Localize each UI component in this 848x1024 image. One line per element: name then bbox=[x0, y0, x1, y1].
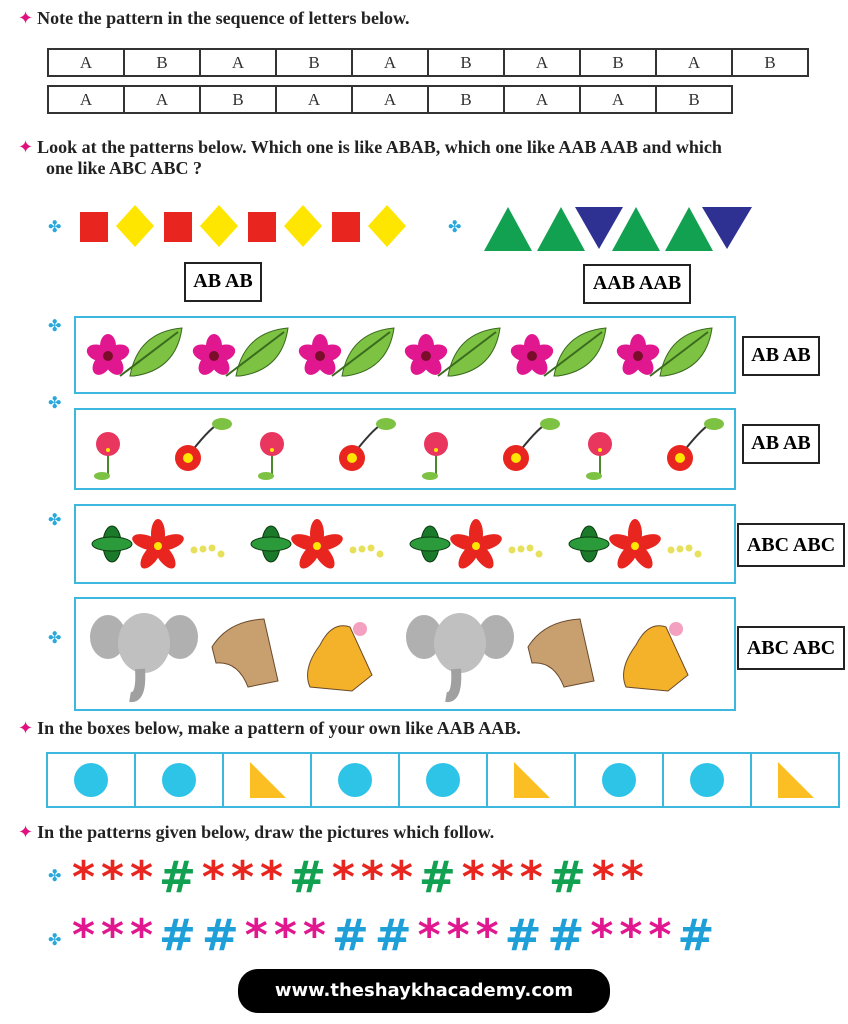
letter-cell: A bbox=[656, 49, 732, 76]
asterisk-symbol: * bbox=[230, 852, 260, 903]
red-star-flower-icon bbox=[130, 519, 186, 572]
hash-symbol: # bbox=[677, 910, 721, 961]
dots-icon bbox=[668, 545, 702, 558]
letter-cell: A bbox=[200, 49, 276, 76]
asterisk-symbol: * bbox=[519, 852, 549, 903]
red-flower-icon bbox=[175, 418, 232, 471]
dots-icon bbox=[509, 545, 543, 558]
letter-cell: B bbox=[580, 49, 656, 76]
pattern-row-two-flowers bbox=[74, 408, 736, 490]
camel-icon bbox=[212, 619, 278, 687]
question-1-text: Note the pattern in the sequence of letters below. bbox=[37, 8, 410, 28]
circle-icon bbox=[689, 762, 725, 798]
pattern-cell-circle[interactable] bbox=[312, 754, 400, 806]
letter-cell: A bbox=[504, 49, 580, 76]
clover-bullet-icon: ✤ bbox=[48, 219, 62, 236]
circle-icon bbox=[601, 762, 637, 798]
question-3-text: In the boxes below, make a pattern of your own like AAB AAB. bbox=[37, 718, 521, 738]
bee-icon bbox=[410, 526, 450, 562]
asterisk-symbol: * bbox=[331, 852, 361, 903]
asterisk-symbol: * bbox=[201, 852, 231, 903]
clover-bullet-icon: ✤ bbox=[48, 630, 62, 647]
red-star-flower-icon bbox=[289, 519, 345, 572]
asterisk-symbol: * bbox=[130, 852, 160, 903]
hash-symbol: # bbox=[159, 852, 202, 903]
letter-cell: B bbox=[732, 49, 808, 76]
asterisk-symbol: * bbox=[130, 910, 160, 961]
bee-icon bbox=[251, 526, 291, 562]
giraffe-icon bbox=[308, 622, 372, 691]
hash-symbol: # bbox=[374, 910, 418, 961]
letter-cell: A bbox=[124, 86, 200, 113]
letter-cell: A bbox=[504, 86, 580, 113]
asterisk-symbol: * bbox=[101, 852, 131, 903]
circle-icon bbox=[161, 762, 197, 798]
leaf-icon bbox=[438, 328, 500, 376]
asterisk-symbol: * bbox=[490, 852, 520, 903]
bullet-star-icon: ✦ bbox=[18, 137, 34, 157]
pattern-cell-circle[interactable] bbox=[576, 754, 664, 806]
dots-icon bbox=[350, 545, 384, 558]
letter-cell: B bbox=[124, 49, 200, 76]
symbol-pattern-2 bbox=[72, 910, 720, 961]
leaf-icon bbox=[226, 328, 288, 376]
bullet-star-icon: ✦ bbox=[18, 718, 34, 738]
asterisk-symbol: * bbox=[72, 910, 102, 961]
clover-bullet-icon: ✤ bbox=[448, 219, 462, 236]
red-star-flower-icon bbox=[607, 519, 663, 572]
question-4-text: In the patterns given below, draw the pictures which follow. bbox=[37, 822, 495, 842]
leaf-icon bbox=[650, 328, 712, 376]
pattern-boxes bbox=[46, 752, 840, 808]
hash-symbol: # bbox=[547, 910, 591, 961]
bullet-star-icon: ✦ bbox=[18, 8, 34, 28]
square-diamond-pattern bbox=[78, 205, 413, 247]
clover-bullet-icon: ✤ bbox=[48, 932, 62, 949]
asterisk-symbol: * bbox=[244, 910, 274, 961]
right-triangle-icon bbox=[248, 762, 286, 798]
letter-sequence-2 bbox=[47, 85, 733, 114]
dots-icon bbox=[191, 545, 225, 558]
asterisk-symbol: * bbox=[446, 910, 476, 961]
pattern-cell-circle[interactable] bbox=[664, 754, 752, 806]
question-3 bbox=[18, 718, 521, 739]
letter-cell: B bbox=[428, 49, 504, 76]
bee-icon bbox=[92, 526, 132, 562]
hash-symbol: # bbox=[418, 852, 462, 903]
hash-symbol: # bbox=[201, 910, 245, 961]
asterisk-symbol: * bbox=[648, 910, 678, 961]
asterisk-symbol: * bbox=[72, 852, 102, 903]
hash-symbol: # bbox=[504, 910, 548, 961]
pattern-row-bee-star-dots bbox=[74, 504, 736, 584]
hash-symbol: # bbox=[288, 852, 332, 903]
answer-box: AB AB bbox=[742, 424, 820, 464]
giraffe-icon bbox=[624, 622, 688, 691]
elephant-icon bbox=[406, 613, 514, 697]
circle-icon bbox=[425, 762, 461, 798]
question-1 bbox=[18, 8, 410, 29]
answer-box: AB AB bbox=[184, 262, 262, 302]
asterisk-symbol: * bbox=[461, 852, 491, 903]
leaf-icon bbox=[120, 328, 182, 376]
leaf-icon bbox=[544, 328, 606, 376]
letter-cell: B bbox=[428, 86, 504, 113]
pink-flower-icon bbox=[422, 432, 448, 480]
right-triangle-icon bbox=[776, 762, 814, 798]
question-2-text-2: one like ABC ABC ? bbox=[46, 158, 203, 178]
asterisk-symbol: * bbox=[590, 910, 620, 961]
red-flower-icon bbox=[503, 418, 560, 471]
letter-cell: B bbox=[656, 86, 732, 113]
letter-cell: A bbox=[352, 86, 428, 113]
asterisk-symbol: * bbox=[273, 910, 303, 961]
pattern-cell-triangle[interactable] bbox=[224, 754, 312, 806]
red-star-flower-icon bbox=[448, 519, 504, 572]
circle-icon bbox=[337, 762, 373, 798]
pattern-cell-triangle[interactable] bbox=[752, 754, 838, 806]
clover-bullet-icon: ✤ bbox=[48, 395, 62, 412]
camel-icon bbox=[528, 619, 594, 687]
question-2 bbox=[18, 137, 838, 179]
answer-box: ABC ABC bbox=[737, 523, 845, 567]
asterisk-symbol: * bbox=[417, 910, 447, 961]
asterisk-symbol: * bbox=[389, 852, 419, 903]
pattern-cell-circle[interactable] bbox=[136, 754, 224, 806]
clover-bullet-icon: ✤ bbox=[48, 318, 62, 335]
circle-icon bbox=[73, 762, 109, 798]
triangle-pattern bbox=[484, 205, 754, 251]
red-flower-icon bbox=[339, 418, 396, 471]
answer-box: ABC ABC bbox=[737, 626, 845, 670]
pattern-row-flower-leaf bbox=[74, 316, 736, 394]
hash-symbol: # bbox=[548, 852, 592, 903]
pattern-row-animals bbox=[74, 597, 736, 711]
pink-flower-icon bbox=[258, 432, 284, 480]
asterisk-symbol: * bbox=[619, 910, 649, 961]
leaf-icon bbox=[332, 328, 394, 376]
letter-cell: B bbox=[200, 86, 276, 113]
clover-bullet-icon: ✤ bbox=[48, 512, 62, 529]
website-url-badge[interactable]: www.theshaykhacademy.com bbox=[238, 969, 610, 1013]
bee-icon bbox=[569, 526, 609, 562]
asterisk-symbol: * bbox=[475, 910, 505, 961]
letter-cell: A bbox=[352, 49, 428, 76]
asterisk-symbol: * bbox=[302, 910, 332, 961]
question-4 bbox=[18, 822, 494, 843]
pattern-cell-circle[interactable] bbox=[400, 754, 488, 806]
pattern-cell-triangle[interactable] bbox=[488, 754, 576, 806]
pink-flower-icon bbox=[94, 432, 120, 480]
hash-symbol: # bbox=[331, 910, 375, 961]
asterisk-symbol: * bbox=[259, 852, 289, 903]
letter-sequence-1 bbox=[47, 48, 809, 77]
answer-box: AB AB bbox=[742, 336, 820, 376]
red-flower-icon bbox=[667, 418, 724, 471]
pattern-cell-circle[interactable] bbox=[48, 754, 136, 806]
asterisk-symbol: * bbox=[360, 852, 390, 903]
right-triangle-icon bbox=[512, 762, 550, 798]
asterisk-symbol: * bbox=[591, 852, 621, 903]
letter-cell: A bbox=[276, 86, 352, 113]
asterisk-symbol: * bbox=[620, 852, 650, 903]
letter-cell: A bbox=[48, 49, 124, 76]
letter-cell: B bbox=[276, 49, 352, 76]
question-2-text: Look at the patterns below. Which one is like ABAB, which one like AAB AAB and which bbox=[37, 137, 722, 157]
symbol-pattern-1 bbox=[72, 852, 650, 903]
letter-cell: A bbox=[580, 86, 656, 113]
clover-bullet-icon: ✤ bbox=[48, 868, 62, 885]
pink-flower-icon bbox=[586, 432, 612, 480]
elephant-icon bbox=[90, 613, 198, 697]
asterisk-symbol: * bbox=[101, 910, 131, 961]
bullet-star-icon: ✦ bbox=[18, 822, 34, 842]
hash-symbol: # bbox=[159, 910, 202, 961]
answer-box: AAB AAB bbox=[583, 264, 691, 304]
letter-cell: A bbox=[48, 86, 124, 113]
